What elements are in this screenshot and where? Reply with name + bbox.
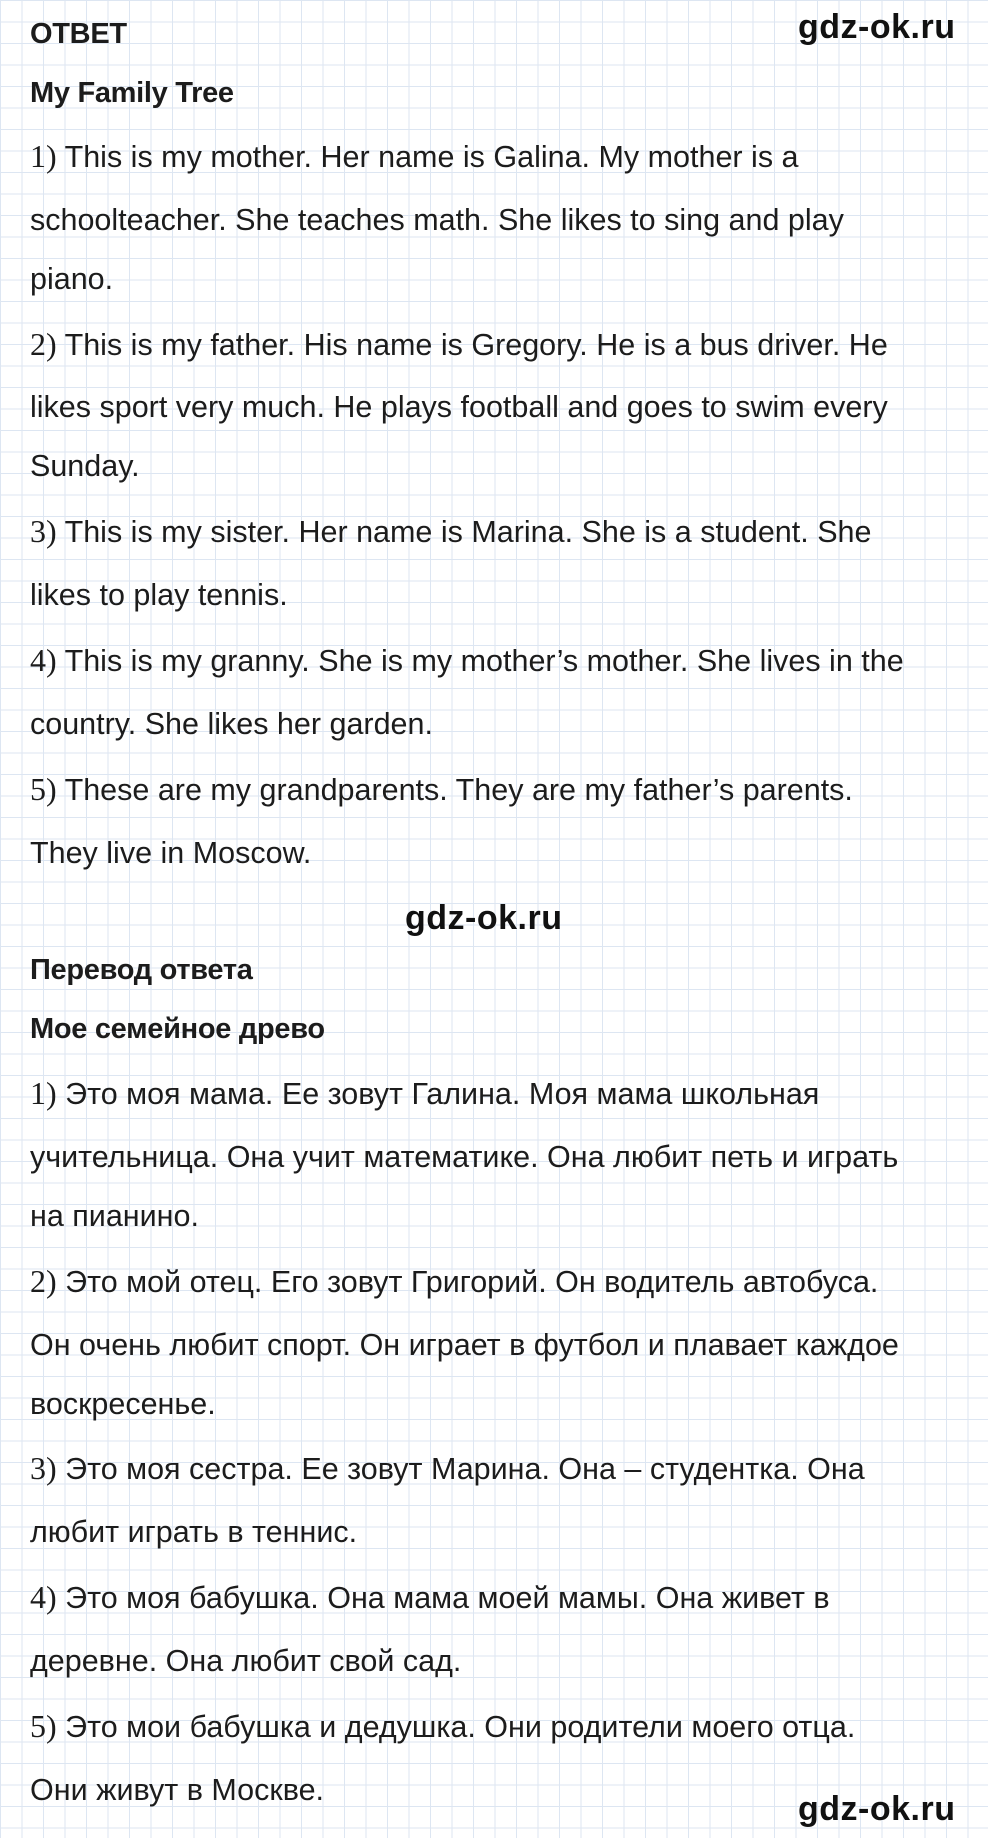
answer-item-5 xyxy=(30,771,853,808)
item-number: 5) xyxy=(30,771,57,807)
item-line: Это мой отец. Его зовут Григорий. Он водитель автобуса. xyxy=(65,1265,879,1299)
item-line: Это моя сестра. Ее зовут Марина. Она – студентка. Она xyxy=(65,1452,865,1486)
item-number: 5) xyxy=(30,1708,57,1744)
translation-item-1 xyxy=(30,1075,819,1112)
translation-item-1-line-3: на пианино. xyxy=(30,1199,199,1233)
translation-item-3 xyxy=(30,1450,865,1487)
item-line: Это моя мама. Ее зовут Галина. Моя мама школьная xyxy=(65,1077,820,1111)
translation-label: Перевод ответа xyxy=(30,954,253,986)
answer-item-1 xyxy=(30,138,799,175)
item-number: 2) xyxy=(30,326,57,362)
item-number: 4) xyxy=(30,1579,57,1615)
answer-item-1-line-3: piano. xyxy=(30,262,114,296)
translation-item-2 xyxy=(30,1263,878,1300)
answer-item-3-line-2: likes to play tennis. xyxy=(30,578,288,612)
item-line: This is my granny. She is my mother’s mother. She lives in the xyxy=(64,644,904,678)
item-line: Это моя бабушка. Она мама моей мамы. Она живет в xyxy=(65,1581,830,1615)
item-number: 2) xyxy=(30,1263,57,1299)
translation-item-5-line-2: Они живут в Москве. xyxy=(30,1773,325,1807)
watermark-bottom: gdz-ok.ru xyxy=(798,1790,956,1828)
translation-item-1-line-2: учительница. Она учит математике. Она любит петь и играть xyxy=(30,1140,899,1174)
translation-item-4 xyxy=(30,1579,830,1616)
answer-item-5-line-2: They live in Moscow. xyxy=(30,836,312,870)
item-line: Это мои бабушка и дедушка. Они родители моего отца. xyxy=(65,1710,856,1744)
answer-item-1-line-2: schoolteacher. She teaches math. She likes to sing and play xyxy=(30,203,844,237)
answer-item-3 xyxy=(30,513,871,550)
watermark-middle: gdz-ok.ru xyxy=(405,899,563,937)
answer-item-4-line-2: country. She likes her garden. xyxy=(30,707,433,741)
translation-title: Мое семейное древо xyxy=(30,1013,325,1045)
item-line: This is my mother. Her name is Galina. My mother is a xyxy=(64,140,799,174)
translation-item-4-line-2: деревне. Она любит свой сад. xyxy=(30,1644,462,1678)
answer-item-2 xyxy=(30,326,888,363)
item-number: 1) xyxy=(30,138,57,174)
answer-item-4 xyxy=(30,642,904,679)
item-line: This is my father. His name is Gregory. He is a bus driver. He xyxy=(64,328,888,362)
answer-title: My Family Tree xyxy=(30,77,234,109)
item-line: This is my sister. Her name is Marina. She is a student. She xyxy=(64,515,872,549)
item-number: 4) xyxy=(30,642,57,678)
answer-label: ОТВЕТ xyxy=(30,18,127,50)
item-number: 3) xyxy=(30,1450,57,1486)
translation-item-2-line-2: Он очень любит спорт. Он играет в футбол и плавает каждое xyxy=(30,1328,899,1362)
translation-item-5 xyxy=(30,1708,855,1745)
watermark-top: gdz-ok.ru xyxy=(798,8,956,46)
item-number: 1) xyxy=(30,1075,57,1111)
translation-item-2-line-3: воскресенье. xyxy=(30,1387,216,1421)
item-line: These are my grandparents. They are my father’s parents. xyxy=(64,773,853,807)
answer-item-2-line-2: likes sport very much. He plays football and goes to swim every xyxy=(30,390,888,424)
translation-item-3-line-2: любит играть в теннис. xyxy=(30,1515,358,1549)
item-number: 3) xyxy=(30,513,57,549)
answer-item-2-line-3: Sunday. xyxy=(30,449,140,483)
